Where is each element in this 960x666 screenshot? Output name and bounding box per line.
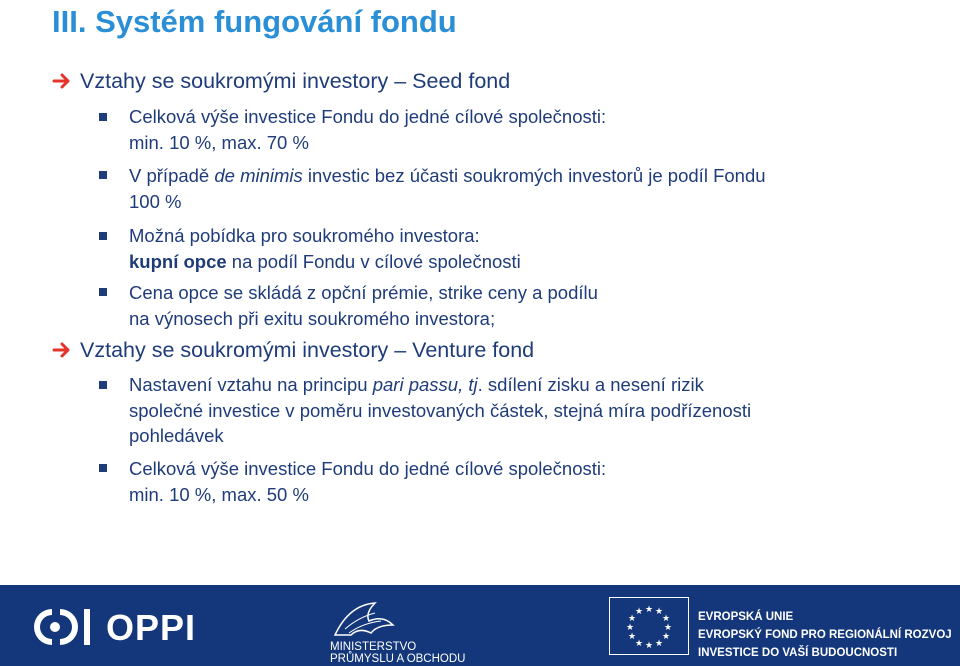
list-item-line: [129, 423, 949, 449]
list-item: [129, 223, 949, 274]
list-item: [129, 104, 949, 155]
list-item: [129, 163, 949, 214]
square-bullet-icon: [99, 464, 107, 472]
list-item-line: [129, 104, 949, 130]
svg-text:★: ★: [644, 605, 654, 615]
text-run: min. 10 %, max. 50 %: [129, 483, 309, 505]
slide-title: III. Systém fungování fondu: [52, 4, 457, 39]
square-bullet-icon: [99, 381, 107, 389]
lion-emblem-icon: [329, 599, 399, 639]
list-item-line: [129, 163, 949, 189]
svg-text:★: ★: [627, 614, 637, 624]
text-run: . sdílení zisku a nesení rizik: [477, 374, 704, 395]
text-run-italic: pari passu, tj: [372, 374, 478, 395]
text-run: Možná pobídka pro soukromého investora:: [129, 225, 480, 246]
arrow-right-icon: [52, 342, 72, 358]
list-item-line: [129, 189, 949, 215]
ministry-line-1: MINISTERSTVO: [330, 641, 417, 653]
list-item: [129, 280, 949, 331]
list-item-line: [129, 280, 949, 306]
list-item: [129, 456, 949, 507]
text-run: společné investice v poměru investovaných částek, stejná míra podřízenosti: [129, 399, 752, 421]
text-run: na výnosech při exitu soukromého investora;: [129, 307, 496, 329]
svg-text:★: ★: [663, 623, 673, 633]
list-item-line: [129, 482, 949, 508]
svg-text:★: ★: [627, 632, 637, 642]
list-item-line: [129, 456, 949, 482]
eu-flag-icon: [609, 597, 689, 655]
eu-line-3: INVESTICE DO VAŠÍ BUDOUCNOSTI: [698, 647, 898, 659]
list-item-line: [129, 372, 949, 398]
list-item: [129, 372, 949, 449]
text-run: Cena opce se skládá z opční prémie, strike ceny a podílu: [129, 282, 598, 303]
text-run: investic bez účasti soukromých investorů je podíl Fondu: [302, 165, 766, 186]
square-bullet-icon: [99, 171, 107, 179]
mpo-logo: [325, 599, 485, 663]
arrow-right-icon: [52, 73, 72, 89]
svg-text:★: ★: [661, 632, 671, 642]
list-item-line: [129, 249, 949, 275]
svg-text:★: ★: [644, 641, 654, 651]
section-heading: Vztahy se soukromými investory – Venture fond: [80, 338, 535, 362]
footer-bar: [0, 585, 960, 666]
text-run-bold: kupní opce: [129, 250, 227, 272]
text-run: Celková výše investice Fondu do jedné cílové společnosti:: [129, 106, 607, 127]
list-item-line: [129, 306, 949, 332]
svg-text:★: ★: [654, 639, 664, 649]
text-run: Nastavení vztahu na principu: [129, 374, 373, 395]
svg-text:★: ★: [654, 607, 664, 617]
text-run: 100 %: [129, 190, 182, 212]
text-run: pohledávek: [129, 425, 224, 446]
svg-text:★: ★: [661, 614, 671, 624]
svg-text:★: ★: [634, 639, 644, 649]
text-run: min. 10 %, max. 70 %: [129, 131, 309, 153]
text-run-italic: de minimis: [214, 165, 303, 186]
text-run: na podíl Fondu v cílové společnosti: [226, 250, 521, 272]
list-item-line: [129, 398, 949, 424]
square-bullet-icon: [99, 113, 107, 121]
text-run: V případě: [129, 165, 215, 186]
ministry-line-2: PRŮMYSLU A OBCHODU: [330, 653, 466, 665]
svg-text:★: ★: [625, 623, 635, 633]
eu-line-1: EVROPSKÁ UNIE: [698, 611, 794, 623]
square-bullet-icon: [99, 288, 107, 296]
eu-line-2: EVROPSKÝ FOND PRO REGIONÁLNÍ ROZVOJ: [698, 629, 952, 641]
square-bullet-icon: [99, 232, 107, 240]
svg-text:★: ★: [634, 607, 644, 617]
list-item-line: [129, 130, 949, 156]
oppi-label: OPPI: [106, 607, 197, 648]
section-heading: Vztahy se soukromými investory – Seed fond: [80, 69, 511, 93]
text-run: Celková výše investice Fondu do jedné cílové společnosti:: [129, 458, 607, 479]
list-item-line: [129, 223, 949, 249]
